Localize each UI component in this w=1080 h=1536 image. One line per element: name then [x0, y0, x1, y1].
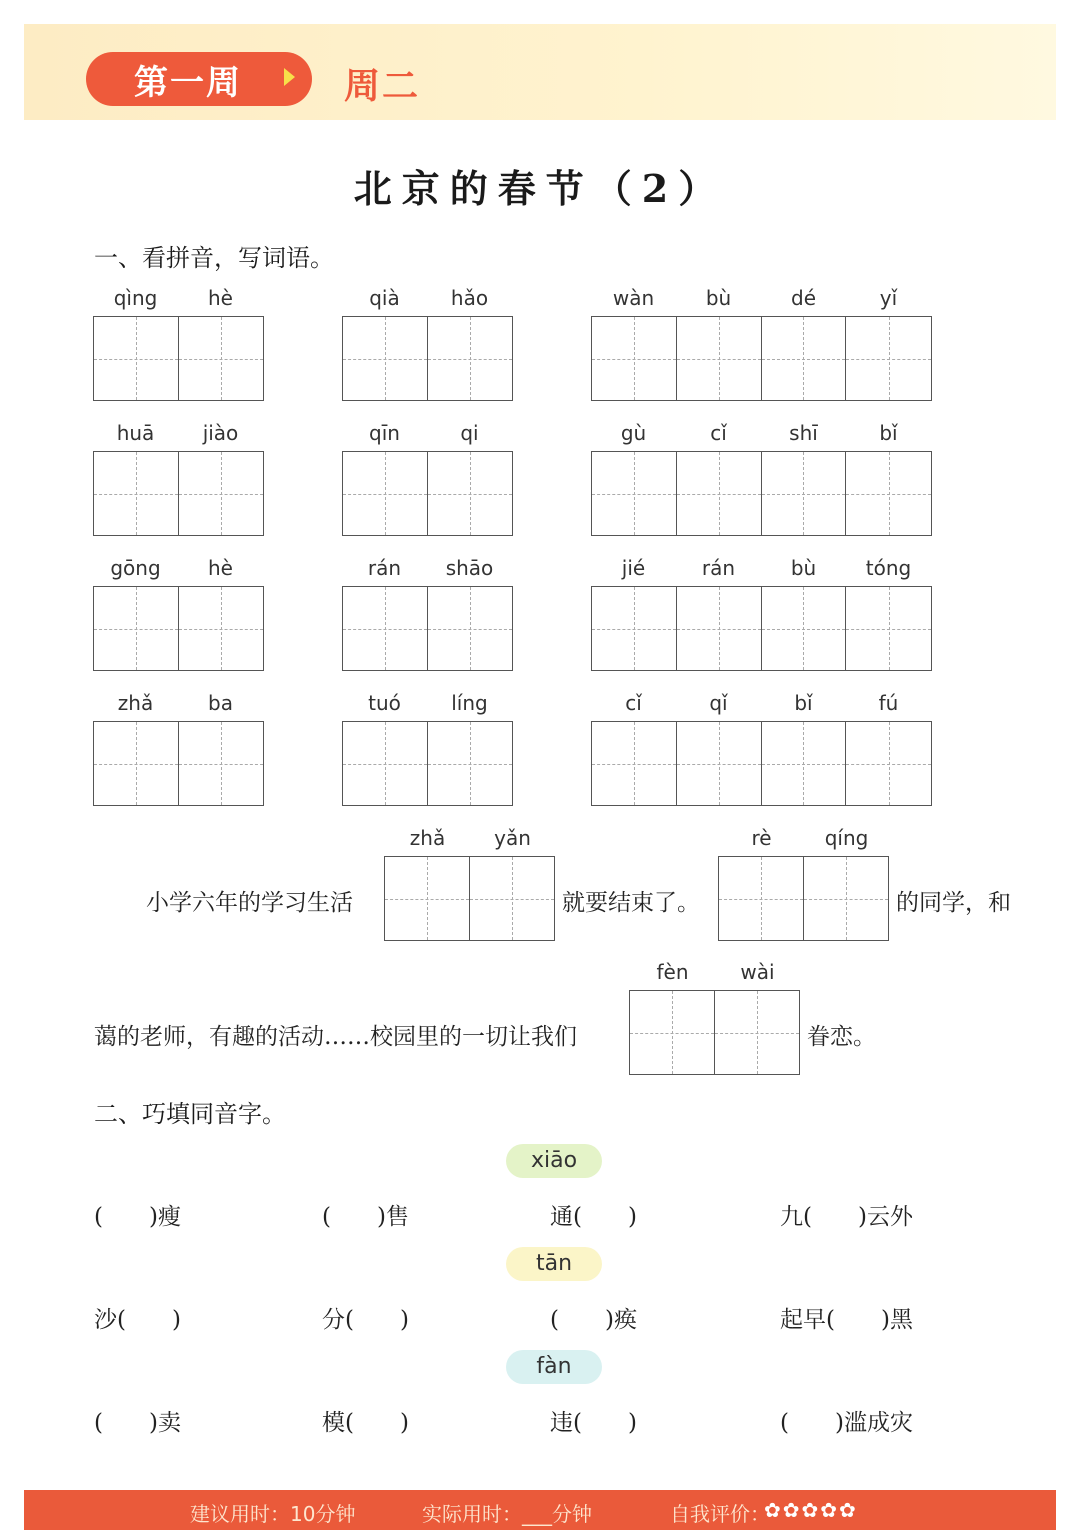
suggested-time: 建议用时：10分钟 [190, 1502, 356, 1526]
pinyin: bǐ [879, 421, 898, 445]
writing-cell[interactable] [343, 722, 428, 805]
writing-grid[interactable] [93, 721, 264, 806]
writing-grid[interactable] [93, 586, 264, 671]
pinyin: qià [369, 286, 400, 310]
fill-blank-item[interactable]: ( )痪 [550, 1307, 637, 1333]
writing-grid[interactable] [591, 721, 932, 806]
day-label: 周二 [344, 66, 421, 107]
pinyin: tóng [865, 556, 912, 580]
sentence-text-4: 蔼的老师，有趣的活动……校园里的一切让我们 [94, 1024, 577, 1050]
writing-grid[interactable] [591, 316, 932, 401]
pinyin: gōng [110, 556, 161, 580]
writing-cell[interactable] [592, 587, 677, 670]
pinyin: yǎn [494, 826, 531, 850]
writing-cell[interactable] [94, 452, 179, 535]
pinyin: gù [620, 421, 647, 445]
pinyin-badge: tān [506, 1247, 602, 1281]
writing-cell[interactable] [94, 722, 179, 805]
fill-blank-item[interactable]: ( )售 [322, 1204, 409, 1230]
arrow-icon [284, 68, 295, 86]
pinyin-badge: fàn [506, 1350, 602, 1384]
section-1-heading: 一、看拼音，写词语。 [94, 244, 334, 272]
actual-time: 实际用时：___分钟 [422, 1502, 592, 1526]
fill-blank-item[interactable]: 分( ) [322, 1307, 409, 1333]
writing-cell[interactable] [179, 452, 264, 535]
pinyin: rán [367, 556, 402, 580]
pinyin: bù [705, 286, 732, 310]
writing-cell[interactable] [343, 587, 428, 670]
pinyin: cǐ [710, 421, 727, 445]
pinyin: dé [791, 286, 816, 310]
writing-cell[interactable] [592, 317, 677, 400]
writing-cell[interactable] [677, 722, 762, 805]
pinyin: qìng [113, 286, 158, 310]
fill-blank-item[interactable]: 违( ) [550, 1410, 637, 1436]
writing-cell[interactable] [179, 317, 264, 400]
writing-cell[interactable] [846, 722, 931, 805]
pinyin: hè [208, 286, 233, 310]
writing-grid[interactable] [93, 451, 264, 536]
writing-cell[interactable] [428, 587, 513, 670]
writing-cell[interactable] [343, 317, 428, 400]
pinyin: zhǎ [409, 826, 446, 850]
writing-grid[interactable] [384, 856, 555, 941]
pinyin: hè [208, 556, 233, 580]
pinyin: huā [116, 421, 155, 445]
pinyin: zhǎ [117, 691, 154, 715]
fill-blank-item[interactable]: 起早( )黑 [780, 1307, 913, 1333]
pinyin: ba [208, 691, 233, 715]
sentence-text-2: 就要结束了。 [562, 890, 700, 916]
section-2-heading: 二、巧填同音字。 [94, 1100, 286, 1128]
pinyin: líng [451, 691, 488, 715]
writing-cell[interactable] [592, 722, 677, 805]
writing-cell[interactable] [762, 452, 847, 535]
pinyin: fèn [656, 960, 689, 984]
pinyin: jié [621, 556, 646, 580]
pinyin: cǐ [625, 691, 642, 715]
pinyin: qīn [369, 421, 400, 445]
fill-blank-item[interactable]: ( )卖 [94, 1410, 181, 1436]
fill-blank-item[interactable]: 模( ) [322, 1410, 409, 1436]
writing-grid[interactable] [342, 721, 513, 806]
pinyin: hǎo [450, 286, 489, 310]
fill-blank-item[interactable]: 通( ) [550, 1204, 637, 1230]
pinyin: tuó [368, 691, 401, 715]
pinyin: bǐ [794, 691, 813, 715]
writing-grid[interactable] [591, 451, 932, 536]
fill-blank-item[interactable]: ( )滥成灾 [780, 1410, 913, 1436]
writing-grid[interactable] [591, 586, 932, 671]
writing-cell[interactable] [94, 317, 179, 400]
fill-blank-item[interactable]: ( )瘦 [94, 1204, 181, 1230]
writing-cell[interactable] [762, 587, 847, 670]
pinyin: qǐ [709, 691, 728, 715]
writing-grid[interactable] [342, 451, 513, 536]
pinyin: rán [701, 556, 736, 580]
writing-cell[interactable] [343, 452, 428, 535]
sentence-text-5: 眷恋。 [807, 1024, 876, 1050]
writing-cell[interactable] [846, 317, 931, 400]
writing-grid[interactable] [718, 856, 889, 941]
writing-grid[interactable] [342, 586, 513, 671]
pinyin: fú [878, 691, 899, 715]
writing-cell[interactable] [762, 317, 847, 400]
pinyin: qíng [824, 826, 869, 850]
writing-cell[interactable] [179, 587, 264, 670]
fill-blank-item[interactable]: 九( )云外 [780, 1204, 913, 1230]
week-label: 第一周 [86, 52, 312, 106]
writing-cell[interactable] [428, 452, 513, 535]
writing-cell[interactable] [94, 587, 179, 670]
writing-grid[interactable] [93, 316, 264, 401]
page-title: 北京的春节（2） [353, 166, 727, 211]
writing-cell[interactable] [677, 317, 762, 400]
pinyin: rè [751, 826, 772, 850]
pinyin: wàn [612, 286, 655, 310]
sentence-text-3: 的同学，和 [896, 890, 1011, 916]
writing-cell[interactable] [846, 452, 931, 535]
self-evaluation-label: 自我评价： [670, 1502, 770, 1526]
writing-grid[interactable] [629, 990, 800, 1075]
writing-cell[interactable] [677, 587, 762, 670]
pinyin: bù [790, 556, 817, 580]
writing-cell[interactable] [428, 317, 513, 400]
writing-cell[interactable] [428, 722, 513, 805]
fill-blank-item[interactable]: 沙( ) [94, 1307, 181, 1333]
pinyin: jiào [202, 421, 239, 445]
writing-cell[interactable] [592, 452, 677, 535]
sentence-text-1: 小学六年的学习生活 [146, 890, 353, 916]
writing-cell[interactable] [677, 452, 762, 535]
writing-grid[interactable] [342, 316, 513, 401]
footer-bar [24, 1490, 1056, 1530]
writing-cell[interactable] [762, 722, 847, 805]
pinyin: shī [789, 421, 818, 445]
pinyin: shāo [445, 556, 494, 580]
pinyin: wài [740, 960, 775, 984]
pinyin-badge: xiāo [506, 1144, 602, 1178]
writing-cell[interactable] [846, 587, 931, 670]
pinyin: qi [460, 421, 479, 445]
writing-cell[interactable] [179, 722, 264, 805]
pinyin: yǐ [879, 286, 898, 310]
star-rating-icon[interactable]: ✿✿✿✿✿ [764, 1498, 858, 1522]
